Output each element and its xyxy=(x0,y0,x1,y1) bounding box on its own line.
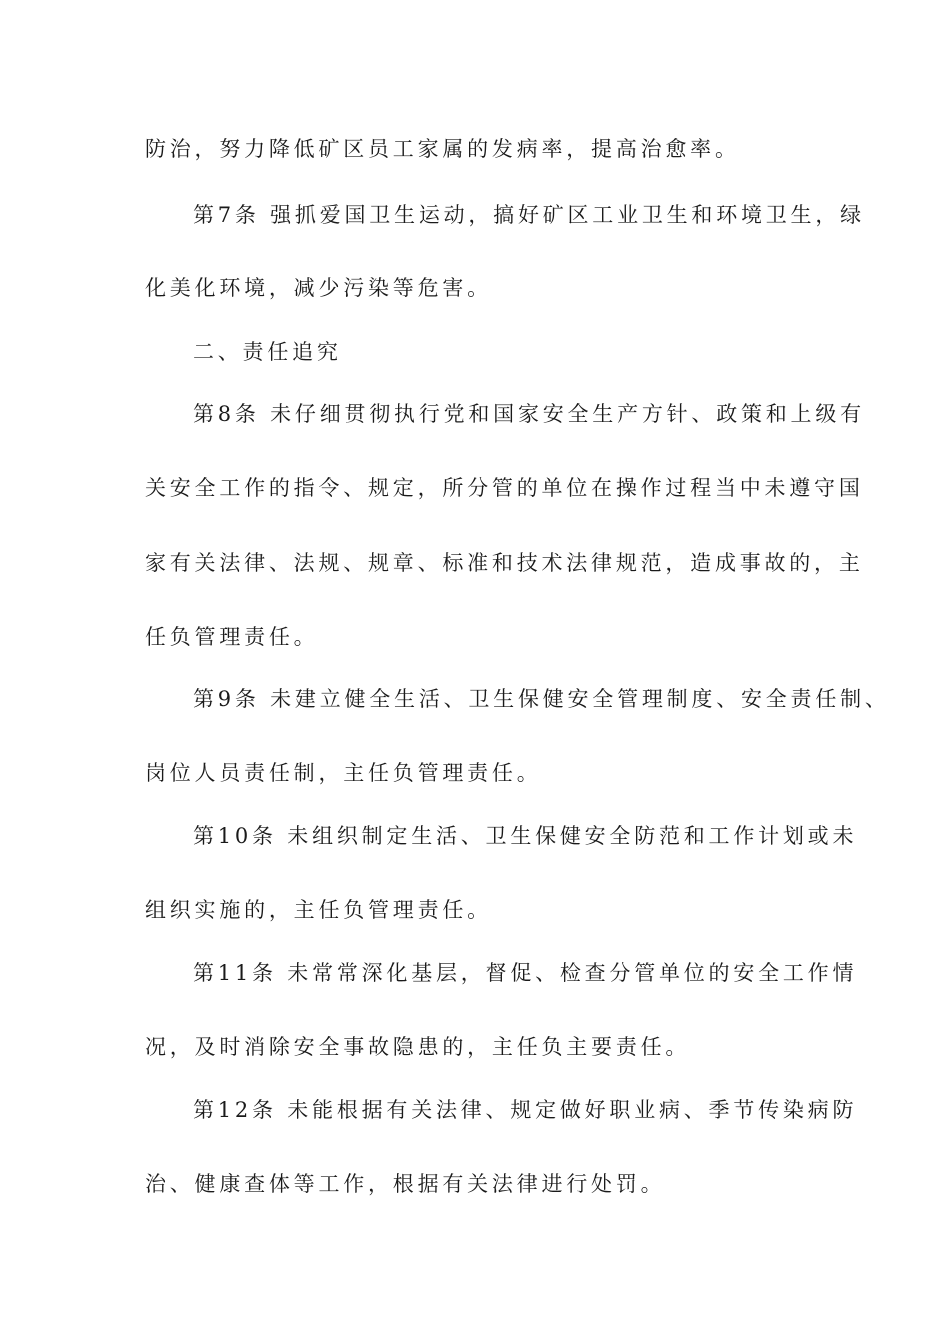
article-11-text: 第11条 未常常深化基层，督促、检查分管单位的安全工作情 xyxy=(193,961,858,985)
article-8-text: 第8条 未仔细贯彻执行党和国家安全生产方针、政策和上级有 xyxy=(193,402,865,426)
text-line: 岗位人员责任制，主任负管理责任。 xyxy=(145,761,542,785)
text-line: 任负管理责任。 xyxy=(145,625,319,649)
text-line: 化美化环境，减少污染等危害。 xyxy=(145,276,492,300)
article-12-text: 第12条 未能根据有关法律、规定做好职业病、季节传染病防 xyxy=(193,1098,858,1122)
text-line: 治、健康查体等工作，根据有关法律进行处罚。 xyxy=(145,1172,666,1196)
article-7-text: 第7条 强抓爱国卫生运动，搞好矿区工业卫生和环境卫生，绿 xyxy=(193,203,865,227)
article-9-text: 第9条 未建立健全生活、卫生保健安全管理制度、安全责任制、 xyxy=(193,687,890,711)
text-line: 况，及时消除安全事故隐患的，主任负主要责任。 xyxy=(145,1035,691,1059)
article-10-text: 第10条 未组织制定生活、卫生保健安全防范和工作计划或未 xyxy=(193,824,858,848)
section-heading: 二、责任追究 xyxy=(193,340,342,364)
text-line: 组织实施的，主任负管理责任。 xyxy=(145,898,492,922)
text-line: 关安全工作的指令、规定，所分管的单位在操作过程当中未遵守国 xyxy=(145,476,864,500)
text-line: 家有关法律、法规、规章、标准和技术法律规范，造成事故的，主 xyxy=(145,551,864,575)
text-line: 防治，努力降低矿区员工家属的发病率，提高治愈率。 xyxy=(145,137,740,161)
